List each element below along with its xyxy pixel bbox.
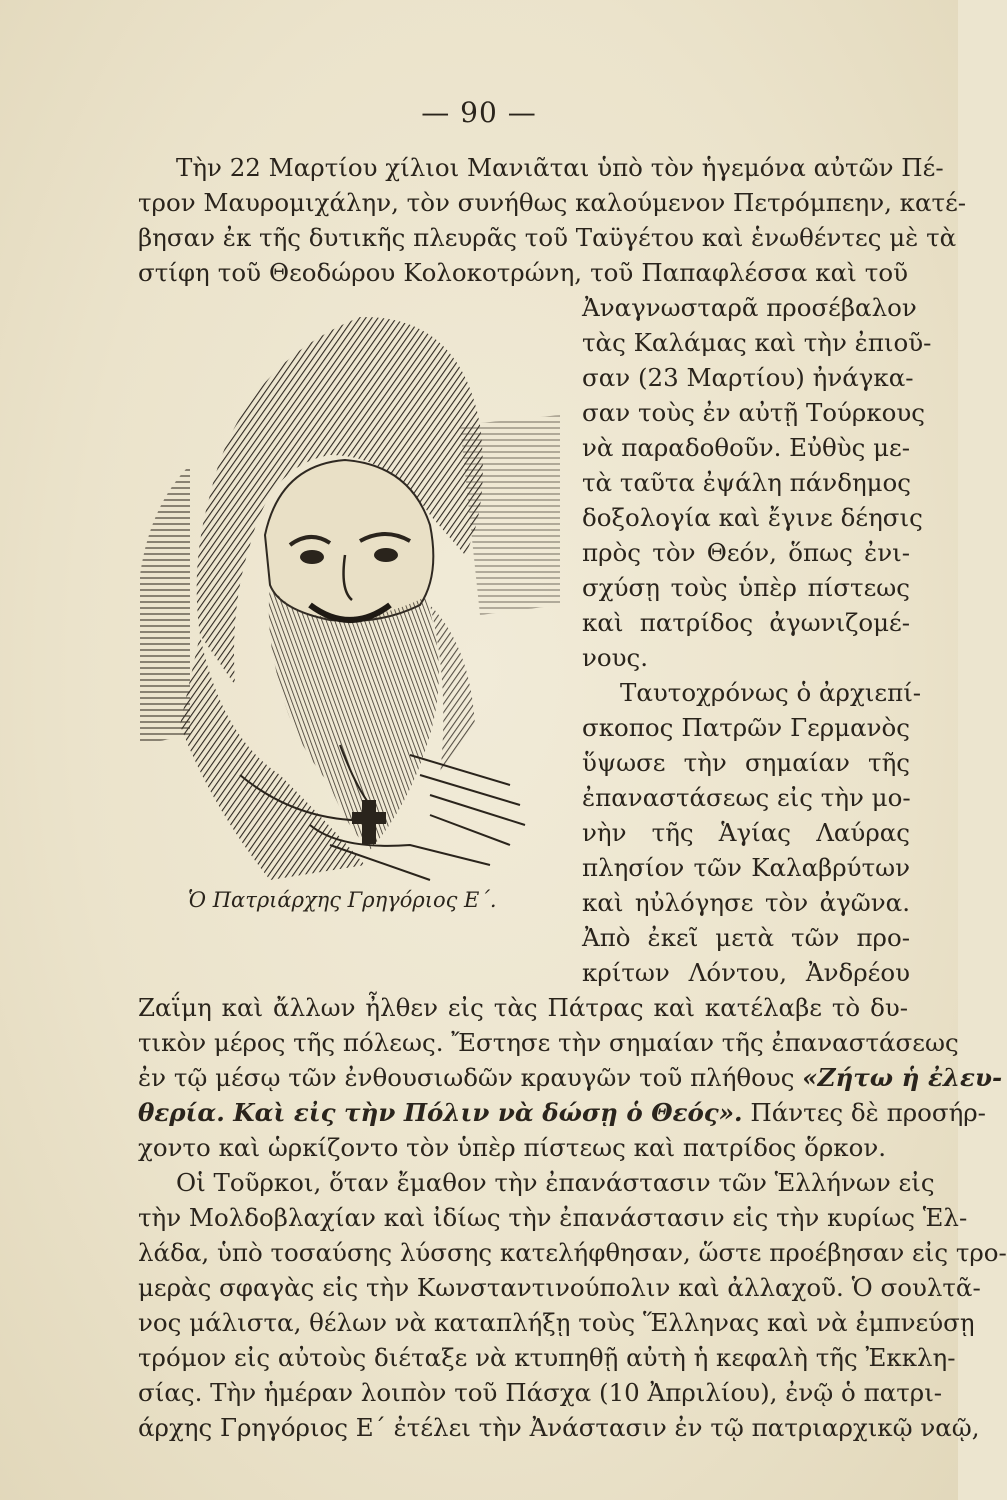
text-line: σίας. Τὴν ἡμέραν λοιπὸν τοῦ Πάσχα (10 Ἀπριλίου), ἐνῷ ὁ πατρι- <box>138 1378 943 1407</box>
figure-caption: Ὁ Πατριάρχης Γρηγόριος Ε΄. <box>188 888 497 912</box>
text-line: λάδα, ὑπὸ τοσαύσης λύσσης κατελήφθησαν, ὥστε προέβησαν εἰς τρο- <box>138 1238 1007 1267</box>
text-line: πρὸς τὸν Θεόν, ὅπως ἐνι- <box>582 538 910 567</box>
text-line: Ἀπὸ ἐκεῖ μετὰ τῶν προ- <box>582 923 910 952</box>
text-line: καὶ ηὐλόγησε τὸν ἀγῶνα. <box>582 888 910 917</box>
text-line: τικὸν μέρος τῆς πόλεως. Ἔστησε τὴν σημαίαν τῆς ἐπαναστάσεως <box>138 1028 959 1057</box>
text-line: σχύσῃ τοὺς ὑπὲρ πίστεως <box>582 573 910 602</box>
text-line: σκοπος Πατρῶν Γερμανὸς <box>582 713 910 742</box>
text-line: τὴν Μολδοβλαχίαν καὶ ἰδίως τὴν ἐπανάστασιν εἰς τὴν κυρίως Ἑλ- <box>138 1203 968 1232</box>
text-line: νὴν τῆς Ἁγίας Λαύρας <box>582 818 910 847</box>
text-line: τρόμον εἰς αὐτοὺς διέταξε νὰ κτυπηθῇ αὐτὴ ἡ κεφαλὴ τῆς Ἐκκλη- <box>138 1343 956 1372</box>
text-line: τὰς Καλάμας καὶ τὴν ἐπιοῦ- <box>582 328 932 357</box>
text-line: Ταυτοχρόνως ὁ ἀρχιεπί- <box>620 678 922 707</box>
text-line: καὶ πατρίδος ἀγωνιζομέ- <box>582 608 910 637</box>
text-line: Ἀναγνωσταρᾶ προσέβαλον <box>582 293 917 322</box>
page-number: — 90 — <box>421 96 537 129</box>
text-line: χοντο καὶ ὡρκίζοντο τὸν ὑπὲρ πίστεως καὶ πατρίδος ὅρκον. <box>138 1133 887 1162</box>
text-line: άρχης Γρηγόριος Ε΄ ἐτέλει τὴν Ἀνάστασιν ἐν τῷ πατριαρχικῷ ναῷ, <box>138 1413 980 1442</box>
text-line: Οἱ Τοῦρκοι, ὅταν ἔμαθον τὴν ἐπανάστασιν τῶν Ἑλλήνων εἰς <box>176 1168 935 1197</box>
text-line: δοξολογία καὶ ἔγινε δέησις <box>582 503 923 532</box>
text-line: ὕψωσε τὴν σημαίαν τῆς <box>582 748 910 777</box>
text-line: μερὰς σφαγὰς εἰς τὴν Κωνσταντινούπολιν καὶ ἀλλαχοῦ. Ὁ σουλτᾶ- <box>138 1273 981 1302</box>
quote-emphasis: θερία. Καὶ εἰς τὴν Πόλιν νὰ δώσῃ ὁ Θεός». <box>138 1098 743 1127</box>
text-line: Ζαΐμη καὶ ἄλλων ἦλθεν εἰς τὰς Πάτρας καὶ κατέλαβε τὸ δυ- <box>138 993 908 1022</box>
text-line: Τὴν 22 Μαρτίου χίλιοι Μανιᾶται ὑπὸ τὸν ἡγεμόνα αὐτῶν Πέ- <box>176 153 944 182</box>
text-line: τὰ ταῦτα ἐψάλη πάνδημος <box>582 468 912 497</box>
text-line: πλησίον τῶν Καλαβρύτων <box>582 853 910 882</box>
text-line <box>138 1098 986 1127</box>
text-line <box>138 1063 1003 1092</box>
text-run: Πάντες δὲ προσήρ- <box>742 1098 986 1127</box>
text-line: νος μάλιστα, θέλων νὰ καταπλήξῃ τοὺς Ἕλληνας καὶ νὰ ἐμπνεύσῃ <box>138 1308 975 1337</box>
text-run: ἐν τῷ μέσῳ τῶν ἐνθουσιωδῶν κραυγῶν τοῦ πλήθους <box>138 1063 803 1092</box>
text-line: ἐπαναστάσεως εἰς τὴν μο- <box>582 783 911 812</box>
text-line: βησαν ἐκ τῆς δυτικῆς πλευρᾶς τοῦ Ταϋγέτου καὶ ἑνωθέντες μὲ τὰ <box>138 223 957 252</box>
text-line: σαν τοὺς ἐν αὐτῇ Τούρκους <box>582 398 926 427</box>
portrait-engraving-icon <box>130 305 570 885</box>
text-line: νὰ παραδοθοῦν. Εὐθὺς με- <box>582 433 911 462</box>
text-line: στίφη τοῦ Θεοδώρου Κολοκοτρώνη, τοῦ Παπαφλέσσα καὶ τοῦ <box>138 258 908 287</box>
text-line: σαν (23 Μαρτίου) ἠνάγκα- <box>582 363 914 392</box>
text-line: κρίτων Λόντου, Ἀνδρέου <box>582 958 910 987</box>
quote-emphasis: «Ζήτω ἡ ἐλευ- <box>802 1063 1003 1092</box>
text-line: τρον Μαυρομιχάλην, τὸν συνήθως καλούμενον Πετρόμπεην, κατέ- <box>138 188 967 217</box>
text-line: νους. <box>582 643 649 672</box>
